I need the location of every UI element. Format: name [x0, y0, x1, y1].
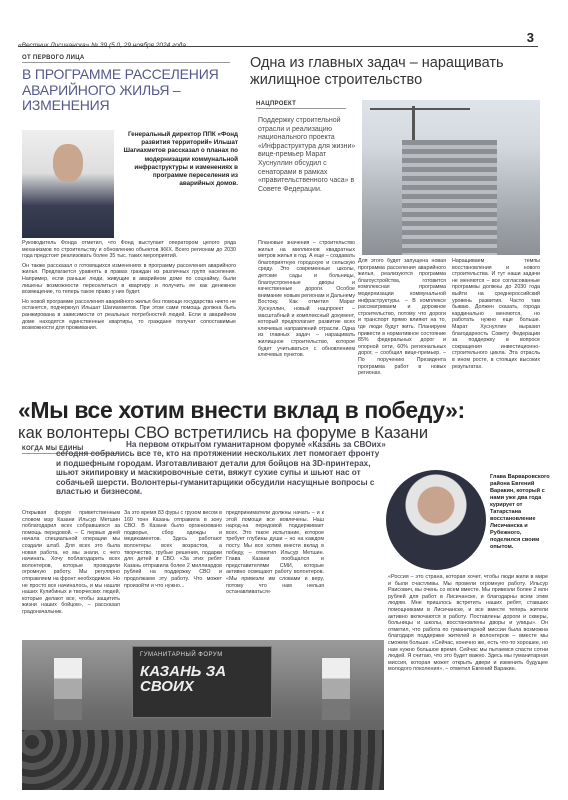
- forum-photo: [22, 640, 384, 790]
- forum-logo-text: КАЗАНЬ ЗА СВОИХ: [140, 663, 227, 695]
- article3-column-3: предприниматели должны начать – и к этой помощи все вовлечены. Наш народ-на передовой поддерживает всех. Это такое испытание, которое требует глубины души – но на каждом посту. Мы все хотим внести вклад в победу, – отметил Ильсур Метшин. Глава Казани пообщался и представителями СМИ, которые активно освещают работу волонтеров. «Мы привезли им словами и веру, потому что нам нельзя останавливаться»: [226, 510, 324, 596]
- forum-audience: [22, 730, 384, 790]
- masthead-text: «Вестник Лисичанска» № 39 (5 0, 29 ноября 2024 года: [18, 42, 187, 49]
- article3-rubric: КОГДА МЫ ЕДИНЫ: [22, 446, 120, 454]
- article2-rubric: НАЦПРОЕКТ: [256, 101, 346, 109]
- article1-caption: Генеральный директор ППК «Фонд развития территорий» Ильшат Шагиахметов рассказал о планах по модернизации коммунальной инфраструктуры и изменениях в программе переселения из аварийных домов.: [123, 131, 238, 188]
- portrait-face: [53, 144, 83, 182]
- article2-lead: Поддержку строительной отрасли и реализацию национального проекта «Инфраструктура для жизни» вице-премьер Марат Хуснуллин обсудил с сенаторами в рамках «правительственного часа» в Совете Федерации.: [258, 117, 356, 193]
- article1-paragraph: Руководитель Фонда отметил, что Фонд выступает оператором целого ряда механизмов по строительству и обновлению объектов ЖКХ. Всего регионам до 2030 года предстоит реализовать более 35 тыс. таких мероприятий.: [22, 240, 236, 260]
- article1-body: [22, 240, 236, 332]
- article1-rubric: ОТ ПЕРВОГО ЛИЦА: [22, 55, 230, 63]
- article2-headline: Одна из главных задач – наращивать жилищное строительство: [250, 55, 504, 88]
- article1-headline: В ПРОГРАММЕ РАССЕЛЕНИЯ АВАРИЙНОГО ЖИЛЬЯ – ИЗМЕНЕНИЯ: [22, 66, 219, 113]
- article3-subheadline: как волонтеры СВО встретились на форуме в Казани: [18, 424, 429, 442]
- sidebar-text: «Россия – это страна, которая хочет, чтобы люди жили в мире и были счастливы. Мы провели огромную работу. Ильсур Раисович, вы очень со всем вместе. Мы привезли более 2 млн рублей для работ в Лисичанске, и благодарны всем этим людям. Мне пришлось встретить наших ребят, ставших помощниками в Лисичанске, и все вместе теперь жители активно включаются в работу. Поставлены дороги и скверы, больницы и школы, восстановлены дворы и улицы». Он отметил, что работа по гуманитарной миссии была возможна благодаря поддержке жителей и волонтеров – вместе мы сможем больше. «Сейчас, конечно же, есть что-то хорошее, но нам нужно большое время. Сейчас мы пытаемся спасти сотни людей. Я считаю, что это будет важно. Здесь мы гуманитарная миссия, которая может открыть двери и изменить будущее молодого поколения», – отметил Евгений Варакин.: [388, 574, 548, 673]
- page-number: 3: [526, 30, 534, 45]
- article3-lead: На первом открытом гуманитарном форуме «Казань за СВОих» сегодня собрались все те, кто на протяжении нескольких лет помогает фронту и подшефным городам. Изготавливают детали для бойцов на 3D-принтерах, шьют экипировку и маскировочные сети, вяжут сухие супы и шьют нас от собачьей шерсти. Волонтеры-гуманитарщики обсудили насущные вопросы с властью и бизнесом.: [56, 440, 386, 497]
- sidebar-caption: Глава Варваровского района Евгений Варакин, который с нами уже два года курирует от Татарстана восстановление Лисичанска и Рубежного, поделился своим опытом.: [490, 474, 550, 550]
- building-crane-arm: [370, 108, 470, 110]
- article2-column-1: Плановые значения – строительство жилья на миллионов квадратных метров жилья в год. А еще – создавать благоприятную городскую и сельскую среду. Это современные школы, детские сады и больницы, благоустроенные дворы и качественные дороги. Особое внимание новым регионам и Дальнему Востоку. Как отметил Марат Хуснуллин, новый нацпроект – масштабный и комплексный документ, который предполагает развитие всех ключевых направлений отрасли. Одна из главных задач – наращивать жилищное строительство, которое будет учитываться с обновлением ключевых пунктов.: [258, 240, 355, 359]
- article1-paragraph: Он также рассказал о готовящихся изменениях в программу расселения аварийного жилья. Предлагается уравнять в правах граждан из различных групп населения. Например, если раньше люди, живущие в аварийном доме по соцнайму, были лишены возможности переселиться в квартиру и получить ее как денежное возмещение, то теперь такое право у них будет.: [22, 262, 236, 296]
- article3-column-2: За это время 83 фуры с грузом весом в 160 тонн Казань отправила в зону СВО. В Казани было организовано подворье, сбор одежды и медикаментов. Здесь работают волонтеры всех возрастов, а творчество, грубые решения, подарки для детей в СВО. «За этих ребят Казань отправила более 2 миллиардов рублей на поддержку СВО и продолжаем эту работу. Что может произойти и что нужно...: [124, 510, 222, 589]
- construction-photo: [362, 100, 540, 255]
- article2-column-2: Для этого будет запущена новая программа расселения аварийного жилья, реализуются программа благоустройства, готовится комплексная программа модернизации коммунальной инфраструктуры. – В комплексе рассматриваем и дорожное строительство, потому что дороги и транспорт прямо влияют на то, где люди будут жить. Планируем привести в нормативное состояние 85% федеральных дорог и опорной сети, 60% региональных дорог, – сообщил вице-премьер. – По поручению Президента программа работ в новых регионах.: [358, 258, 446, 377]
- forum-banner-text: ГУМАНИТАРНЫЙ ФОРУМ: [140, 652, 223, 658]
- article2-column-3: Наращиваем темпы восстановления и нового строительства. И тут наши задачи не меняются – все согласованные программы должны до 2030 года выйти на среднероссийский уровень развития. Часто там бываю. Должен сказать, города кардинально меняются, но работать нужно еще больше. Марат Хуснуллин выразил благодарность Совету Федерации за поддержку в вопросе сокращения инвестиционно-строительного цикла. Эта отрасль в ином росте, в стоящих высоких результатах.: [452, 258, 540, 370]
- article1-paragraph: Но новой программе расселения аварийного жилья без помощи государства никто не останется, подчеркнул Ильшат Шагиахметов. При этом сами помощь должна быть ранжирована в зависимости от реальных потребностей людей. Если в аварийном доме находятся единственные квартиры, то граждане получат сопоставимые возможности для проживания.: [22, 298, 236, 332]
- building: [402, 140, 497, 255]
- article3-headline: «Мы все хотим внести вклад в победу»:: [18, 397, 465, 423]
- forum-flag-right: [322, 658, 350, 720]
- masthead: [18, 30, 538, 49]
- portrait-photo: [22, 130, 114, 238]
- forum-flag-left: [54, 658, 82, 720]
- article3-column-1: Открывая форум приветственным словом мэр Казани Ильсур Метшин поблагодарил всех собравшихся за помощь передовой. – С первых дней начала специальной операции мы создали штаб. Для всех это была новая работа, но мы знали, с чего начинать. Хочу поблагодарить всех волонтеров, которые проводили огромную работу. Мы регулярно отправляем на фронт необходимое. Но не просто все начиналось, и мы нашли наших Кулибиных и творческих людей, которые делают все, чтобы защитить жизни наших бойцов», – рассказал градоначальник.: [22, 510, 120, 615]
- sidebar-portrait-circle: [386, 470, 486, 570]
